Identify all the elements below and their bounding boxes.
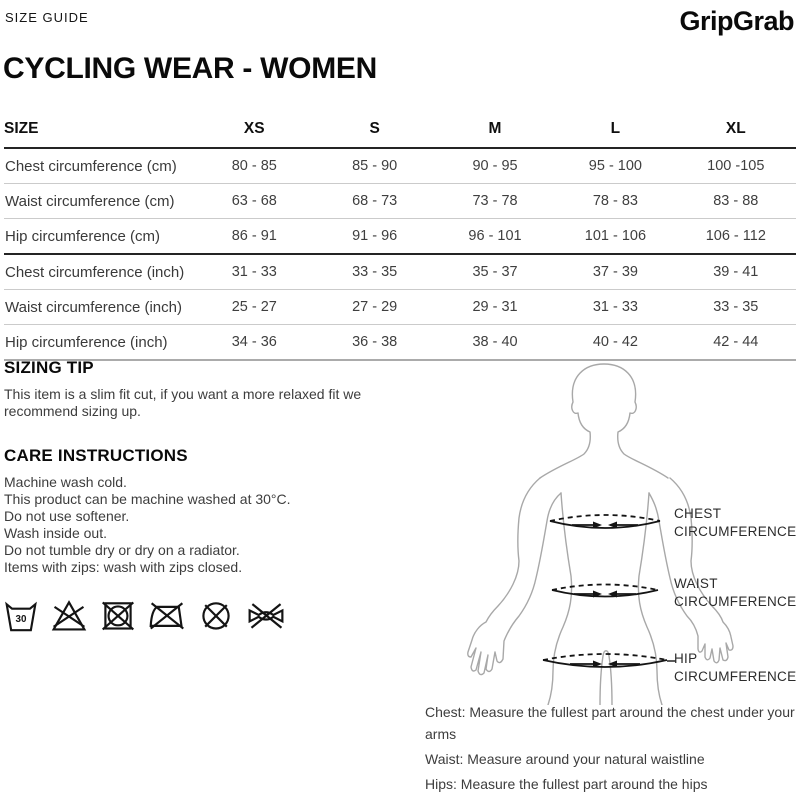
page-title: CYCLING WEAR - WOMEN	[3, 52, 377, 85]
sizing-tip-text: This item is a slim fit cut, if you want a more relaxed fit we recommend sizing up.	[4, 386, 362, 419]
size-table-column-s: S	[314, 114, 434, 148]
size-value-cell: 33 - 35	[676, 290, 796, 325]
size-value-cell: 73 - 78	[435, 184, 555, 219]
size-value-cell: 34 - 36	[194, 325, 314, 361]
size-value-cell: 101 - 106	[555, 219, 675, 255]
size-value-cell: 63 - 68	[194, 184, 314, 219]
waist-label-line2: CIRCUMFERENCE	[674, 594, 797, 610]
do-not-wring-icon	[246, 593, 286, 637]
chest-band-solid	[550, 521, 660, 528]
hip-label-line1: HIP	[674, 651, 698, 666]
size-table	[4, 114, 796, 361]
size-value-cell: 83 - 88	[676, 184, 796, 219]
measuring-note: Chest: Measure the fullest part around the chest under your arms	[425, 704, 795, 742]
do-not-iron-icon	[148, 593, 186, 637]
size-value-cell: 78 - 83	[555, 184, 675, 219]
measuring-notes	[425, 701, 797, 798]
chest-label-line1: CHEST	[674, 506, 722, 521]
size-value-cell: 80 - 85	[194, 148, 314, 184]
size-value-cell: 27 - 29	[314, 290, 434, 325]
sizing-tip-heading: SIZING TIP	[4, 358, 94, 377]
size-table-row	[4, 148, 796, 184]
size-value-cell: 85 - 90	[314, 148, 434, 184]
size-row-label: Hip circumference (inch)	[4, 325, 194, 361]
measuring-note: Hips: Measure the fullest part around the hips	[425, 776, 708, 792]
size-value-cell: 38 - 40	[435, 325, 555, 361]
hip-band-dashed	[543, 654, 667, 660]
size-value-cell: 100 -105	[676, 148, 796, 184]
size-table-body	[4, 148, 796, 360]
size-value-cell: 40 - 42	[555, 325, 675, 361]
size-row-label: Chest circumference (inch)	[4, 254, 194, 290]
do-not-dry-clean-icon	[198, 593, 234, 637]
size-table-column-xl: XL	[676, 114, 796, 148]
size-row-label: Chest circumference (cm)	[4, 148, 194, 184]
size-value-cell: 37 - 39	[555, 254, 675, 290]
size-value-cell: 33 - 35	[314, 254, 434, 290]
size-value-cell: 25 - 27	[194, 290, 314, 325]
svg-text:30: 30	[15, 614, 27, 626]
size-table-column-m: M	[435, 114, 555, 148]
band-arrowheads	[593, 522, 617, 668]
size-table-column-l: L	[555, 114, 675, 148]
care-instruction-line: Do not tumble dry or dry on a radiator.	[4, 542, 240, 558]
size-table-row	[4, 219, 796, 255]
size-value-cell: 106 - 112	[676, 219, 796, 255]
size-value-cell: 90 - 95	[435, 148, 555, 184]
care-lines	[4, 474, 424, 576]
hip-label-line2: CIRCUMFERENCE	[674, 669, 797, 685]
body-crotch	[600, 651, 612, 705]
measurement-diagram	[420, 360, 800, 705]
size-table-row	[4, 290, 796, 325]
page-eyebrow: SIZE GUIDE	[5, 10, 89, 25]
do-not-tumble-dry-icon	[100, 593, 136, 637]
care-instruction-line: This product can be machine washed at 30°C.	[4, 491, 291, 507]
care-instruction-line: Items with zips: wash with zips closed.	[4, 559, 243, 575]
size-value-cell: 31 - 33	[194, 254, 314, 290]
hip-band-solid	[543, 660, 667, 667]
care-symbols-row	[4, 593, 286, 637]
size-value-cell: 96 - 101	[435, 219, 555, 255]
size-value-cell: 91 - 96	[314, 219, 434, 255]
size-table-head-row	[4, 114, 796, 148]
size-table-column-xs: XS	[194, 114, 314, 148]
body-left-arm	[468, 478, 561, 675]
do-not-bleach-icon	[50, 593, 88, 637]
size-value-cell: 68 - 73	[314, 184, 434, 219]
size-value-cell: 39 - 41	[676, 254, 796, 290]
machine-wash-30-icon	[4, 593, 38, 637]
size-row-label: Hip circumference (cm)	[4, 219, 194, 255]
gripgrab-logo: GripGrab	[679, 6, 794, 36]
care-instruction-line: Wash inside out.	[4, 525, 107, 541]
chest-band-dashed	[550, 515, 660, 521]
chest-circumference-label	[674, 505, 796, 541]
size-table-row	[4, 325, 796, 361]
care-instructions-heading: CARE INSTRUCTIONS	[4, 446, 188, 465]
size-value-cell: 35 - 37	[435, 254, 555, 290]
size-table-column-size: SIZE	[4, 114, 194, 148]
waist-label-line1: WAIST	[674, 576, 718, 591]
care-instructions-section	[4, 446, 424, 576]
size-table-row	[4, 184, 796, 219]
care-instruction-line: Do not use softener.	[4, 508, 130, 524]
chest-label-line2: CIRCUMFERENCE	[674, 524, 797, 540]
waist-circumference-label	[674, 575, 796, 611]
size-value-cell: 36 - 38	[314, 325, 434, 361]
waist-band-solid	[552, 590, 658, 597]
size-row-label: Waist circumference (cm)	[4, 184, 194, 219]
size-value-cell: 42 - 44	[676, 325, 796, 361]
size-value-cell: 86 - 91	[194, 219, 314, 255]
size-row-label: Waist circumference (inch)	[4, 290, 194, 325]
sizing-tip-section	[4, 358, 404, 420]
size-value-cell: 29 - 31	[435, 290, 555, 325]
measuring-note: Waist: Measure around your natural waistline	[425, 751, 705, 767]
hip-circumference-label	[674, 650, 796, 686]
waist-band-dashed	[552, 585, 658, 591]
size-table-row	[4, 254, 796, 290]
care-instruction-line: Machine wash cold.	[4, 474, 127, 490]
body-head-shoulders	[540, 364, 668, 478]
size-value-cell: 95 - 100	[555, 148, 675, 184]
size-value-cell: 31 - 33	[555, 290, 675, 325]
